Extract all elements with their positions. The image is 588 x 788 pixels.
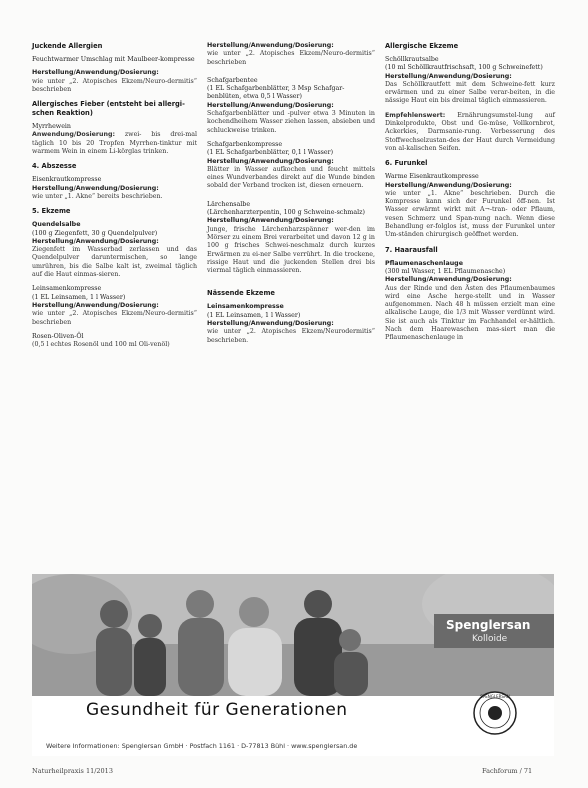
instruction-text: Das Schöllkrautfett mit dem Schweine-fett kurz erwärmen und zu einer Salbe verar-beiten, in die nässige Haut ein bis dreimal täglich einmassieren. <box>385 80 555 105</box>
section-title: 6. Furunkel <box>385 159 428 168</box>
advertisement <box>32 574 554 756</box>
remedy-name: Schafgarbentee <box>207 76 258 84</box>
instruction-text: wie unter „2. Atopisches Ekzem/Neuro-dermitis“ beschrieben <box>32 310 197 326</box>
family-photo <box>32 574 554 696</box>
remedy-name: Lärchensalbe <box>207 200 251 208</box>
brand-label <box>434 614 554 648</box>
remedy-ingredients: (1 EL Leinsamen, 1 l Wasser) <box>207 311 301 319</box>
instruction-label: Herstellung/Anwendung/Dosierung: <box>207 157 334 165</box>
instruction-label: Herstellung/Anwendung/Dosierung: <box>32 184 159 192</box>
section-title: 4. Abszesse <box>32 162 77 171</box>
instruction-text: wie unter „2. Atopisches Ekzem/Neurodermitis“ beschrieben. <box>207 328 375 344</box>
remedy-name: Leinsamenkompresse <box>32 285 102 293</box>
instruction-label: Herstellung/Anwendung/Dosierung: <box>207 101 334 109</box>
ad-slogan: Gesundheit für Generationen <box>86 700 348 720</box>
section-title: Nässende Ekzeme <box>207 289 275 298</box>
instruction-text: Junge, frische Lärchenharzspänner wer-den im Mörser zu einem Brei verarbeitet und davon 12 g in 100 g frisches Schwei-neschmalz durch kurzes Erwärmen zu ei-ner Salbe verrührt. In die trockene, rissige Haut und die juckenden Stellen drei bis viermal täglich einmassieren. <box>207 225 375 275</box>
instruction-text: wie unter „2. Atopisches Ekzem/Neuro-dermitis“ beschrieben <box>207 50 375 66</box>
remedy-ingredients: (0,5 l echtes Rosenöl und 100 ml Oli-venöl) <box>32 341 170 349</box>
remedy-name: Quendelsalbe <box>32 221 81 229</box>
instruction-label: Herstellung/Anwendung/Dosierung: <box>207 217 334 225</box>
brand-name: Spenglersan <box>446 618 531 632</box>
instruction-text: Ziegenfett im Wasserbad zerlassen und das Quendelpulver daruntermischen, so lange umrühren, bis die Salbe kalt ist, zweimal täglich auf die Haut einmas-sieren. <box>32 246 197 279</box>
brand-subtitle: Kolloide <box>472 634 508 644</box>
instruction-label: Anwendung/Dosierung: <box>32 131 116 139</box>
remedy-ingredients: (Lärchenharzterpentin, 100 g Schweine-schmalz) <box>207 209 365 217</box>
remedy-ingredients: (1 EL Schafgarbenblätter, 0,1 l Wasser) <box>207 149 334 157</box>
footer-issue: Naturheilpraxis 11/2013 <box>32 767 113 775</box>
remedy-name: Eisenkrautkompresse <box>32 176 102 184</box>
slogan-bar <box>32 696 554 734</box>
instruction-label: Herstellung/Anwendung/Dosierung: <box>207 42 334 49</box>
recommendation-label: Empfehlenswert: <box>385 111 446 119</box>
instruction-text: wie unter „1. Akne“ beschrieben. Durch die Kompresse kann sich der Furunkel öff-nen. Ist Wasser erwärmt wirkt mit A¬-tran- oder Pflaum, vesen Schmerz und Span-nung nach. Wenn diese Behandlung er-folglos ist, muss der Furunkel unter Um-ständen chirurgisch geöffnet werden. <box>385 189 555 239</box>
remedy-name: Schöllkrautsalbe <box>385 56 439 63</box>
ad-contact: Weitere Informationen: Spenglersan GmbH · Postfach 1161 · D-77813 Bühl · www.spenglersan.de <box>46 742 358 750</box>
column-2 <box>207 42 375 351</box>
instruction-text: Blätter in Wasser aufkochen und feucht mittels eines Wundverbandes direkt auf die Wunde binden sobald der Verband trocken ist, diesen erneuern. <box>207 165 375 190</box>
remedy-ingredients: (300 ml Wasser, 1 EL Pflaumenasche) <box>385 267 506 275</box>
section-title: 7. Haarausfall <box>385 245 438 254</box>
remedy-name: Warme Eisenkrautkompresse <box>385 173 479 181</box>
footer-page: Fachforum / 71 <box>482 767 533 775</box>
remedy-name: Feuchtwarmer Umschlag mit Maulbeer-kompresse <box>32 56 195 63</box>
remedy-ingredients: (1 EL Schafgarbenblätter, 3 Msp Schafgar-benblüten, etwa 0,5 l Wasser) <box>207 85 345 101</box>
column-1 <box>32 42 197 355</box>
instruction-label: Herstellung/Anwendung/Dosierung: <box>32 69 159 77</box>
instruction-text: zwei- bis drei-mal täglich 10 bis 20 Tropfen Myrrhen-tinktur mit warmem Wein in einem Li-körglas trinken. <box>32 131 197 156</box>
remedy-name: Schafgarbenkompresse <box>207 140 283 148</box>
remedy-ingredients: (100 g Ziegenfett, 30 g Quendelpulver) <box>32 229 158 237</box>
spenglersan-seal <box>472 690 518 736</box>
instruction-label: Herstellung/Anwendung/Dosierung: <box>385 181 512 189</box>
instruction-label: Herstellung/Anwendung/Dosierung: <box>207 320 334 328</box>
remedy-name: Pflaumenaschenlauge <box>385 259 463 267</box>
instruction-text: Aus der Rinde und den Ästen des Pflaumenbaumes wird eine Asche herge-stellt und in Wasser aufgenommen. Nach 48 h müssen erzielt man eine alkalische Lauge, die 1/3 mit Wasser verdünnt wird. Sie ist auch als Tinktur im Fachhandel er-hältlich. Nach dem Haarewaschen mas-siert man die Pflaumenaschenlauge in <box>385 284 555 342</box>
recommendation-text: Ernährungsumstel-lung auf Dinkelprodukte, Obst und Ge-müse, Vollkornbrot, Ackerkies, Darmsanie-rung. Verbesserung des Stoffwechselzustan-des der Haut durch Vermeidung von al-kalischen Seifen. <box>385 111 555 152</box>
remedy-ingredients: (1 EL Leinsamen, 1 l Wasser) <box>32 293 126 301</box>
remedy-name: Leinsamenkompresse <box>207 303 284 311</box>
column-3 <box>385 42 555 349</box>
instruction-text: wie unter „1. Akne“ bereits beschrieben. <box>32 192 163 200</box>
instruction-text: wie unter „2. Atopisches Ekzem/Neuro-dermitis“ beschrieben <box>32 77 197 93</box>
section-title: Juckende Allergien <box>32 42 103 50</box>
section-title: Allergische Ekzeme <box>385 42 459 50</box>
remedy-name: Myrrhewein <box>32 123 71 131</box>
instruction-label: Herstellung/Anwendung/Dosierung: <box>32 301 159 309</box>
instruction-text: Schafgarbenblätter und -pulver etwa 3 Minuten in kochendheihem Wasser ziehen lassen, absieben und schluckweise trinken. <box>207 110 375 134</box>
svg-text:SPENGLERSAN: SPENGLERSAN <box>480 694 510 699</box>
section-title: 5. Ekzeme <box>32 207 71 216</box>
remedy-name: Rosen-Oliven-Öl <box>32 332 84 340</box>
instruction-label: Herstellung/Anwendung/Dosierung: <box>32 237 159 245</box>
instruction-label: Herstellung/Anwendung/Dosierung: <box>385 72 512 80</box>
remedy-ingredients: (10 ml Schöllkrautfrischsaft, 100 g Schweinefett) <box>385 64 543 72</box>
section-title: Allergisches Fieber (entsteht bei allergi-schen Reaktion) <box>32 100 185 118</box>
instruction-label: Herstellung/Anwendung/Dosierung: <box>385 276 512 284</box>
